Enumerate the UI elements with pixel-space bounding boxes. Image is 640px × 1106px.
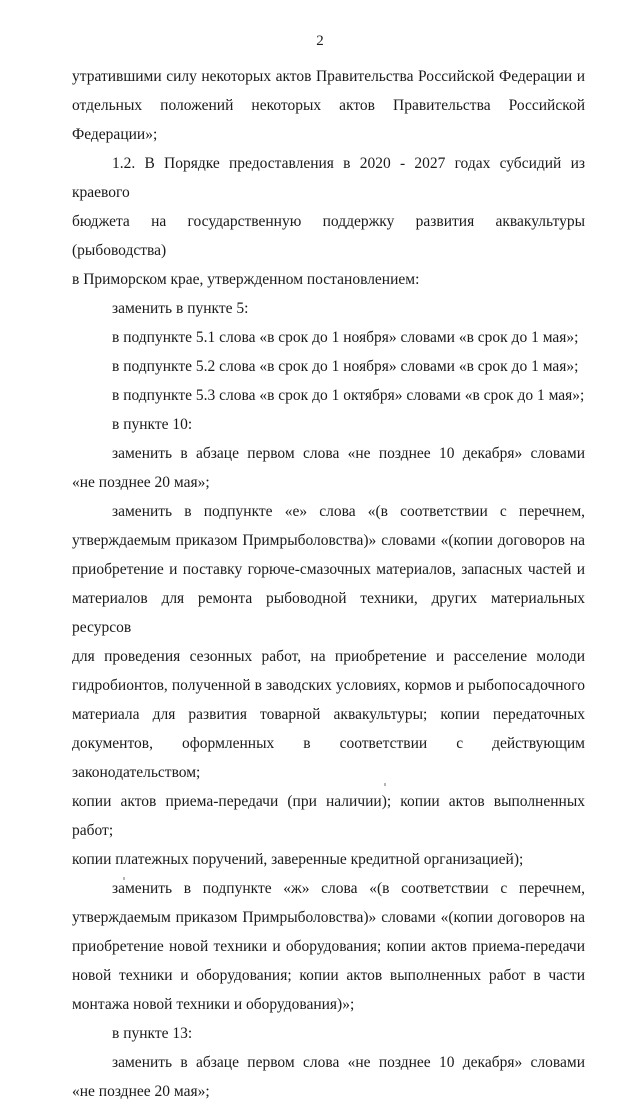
page-number: 2	[316, 33, 324, 49]
text-line: копии актов приема-передачи (при наличии); копии актов выполненных работ;	[72, 793, 585, 839]
text-line: 1.2. В Порядке предоставления в 2020 - 2027 годах субсидий из краевого	[72, 155, 585, 201]
text-line: копии платежных поручений, заверенные кредитной организацией);	[72, 851, 524, 868]
text-line: отдельных положений некоторых актов Правительства Российской Федерации»;	[72, 97, 585, 143]
text-line: утверждаемым приказом Примрыболовства)» словами «(копии договоров на	[72, 909, 585, 926]
scan-speck	[384, 783, 386, 786]
scan-speck	[123, 877, 125, 880]
text-line: для проведения сезонных работ, на приобретение и расселение молоди	[72, 648, 585, 665]
text-line: заменить в абзаце первом слова «не позднее 10 декабря» словами	[112, 445, 585, 462]
text-line: в подпункте 5.1 слова «в срок до 1 ноября» словами «в срок до 1 мая»;	[112, 329, 579, 346]
text-line: монтажа новой техники и оборудования)»;	[72, 996, 355, 1013]
document-body	[72, 62, 585, 1106]
text-line: в подпункте 5.2 слова «в срок до 1 ноября» словами «в срок до 1 мая»;	[112, 358, 579, 375]
text-line: приобретение новой техники и оборудования; копии актов приема-передачи	[72, 938, 585, 955]
text-line: заменить в абзаце первом слова «не позднее 10 декабря» словами	[112, 1054, 585, 1071]
text-line: гидробионтов, полученной в заводских условиях, кормов и рыбопосадочного	[72, 677, 585, 694]
text-line: утратившими силу некоторых актов Правительства Российской Федерации и	[72, 68, 585, 85]
text-line: новой техники и оборудования; копии актов выполненных работ в части	[72, 967, 585, 984]
text-line: заменить в пункте 5:	[112, 300, 249, 317]
text-line: «не позднее 20 мая»;	[72, 1083, 210, 1100]
text-line: в Приморском крае, утвержденном постановлением:	[72, 271, 420, 288]
text-line: бюджета на государственную поддержку развития аквакультуры (рыбоводства)	[72, 213, 585, 259]
text-line: в подпункте 5.3 слова «в срок до 1 октября» словами «в срок до 1 мая»;	[112, 387, 585, 404]
text-line: приобретение и поставку горюче-смазочных материалов, запасных частей и	[72, 561, 585, 578]
text-line: материалов для ремонта рыбоводной техники, других материальных ресурсов	[72, 590, 585, 636]
text-line: заменить в подпункте «е» слова «(в соответствии с перечнем,	[112, 503, 585, 520]
text-line: материала для развития товарной аквакультуры; копии передаточных	[72, 706, 585, 723]
text-line: в пункте 10:	[112, 416, 193, 433]
text-line: документов, оформленных в соответствии с действующим законодательством;	[72, 735, 585, 781]
text-line: в пункте 13:	[112, 1025, 193, 1042]
text-line: «не позднее 20 мая»;	[72, 474, 210, 491]
text-line: утверждаемым приказом Примрыболовства)» словами «(копии договоров на	[72, 532, 585, 549]
text-line: заменить в подпункте «ж» слова «(в соответствии с перечнем,	[112, 880, 585, 897]
